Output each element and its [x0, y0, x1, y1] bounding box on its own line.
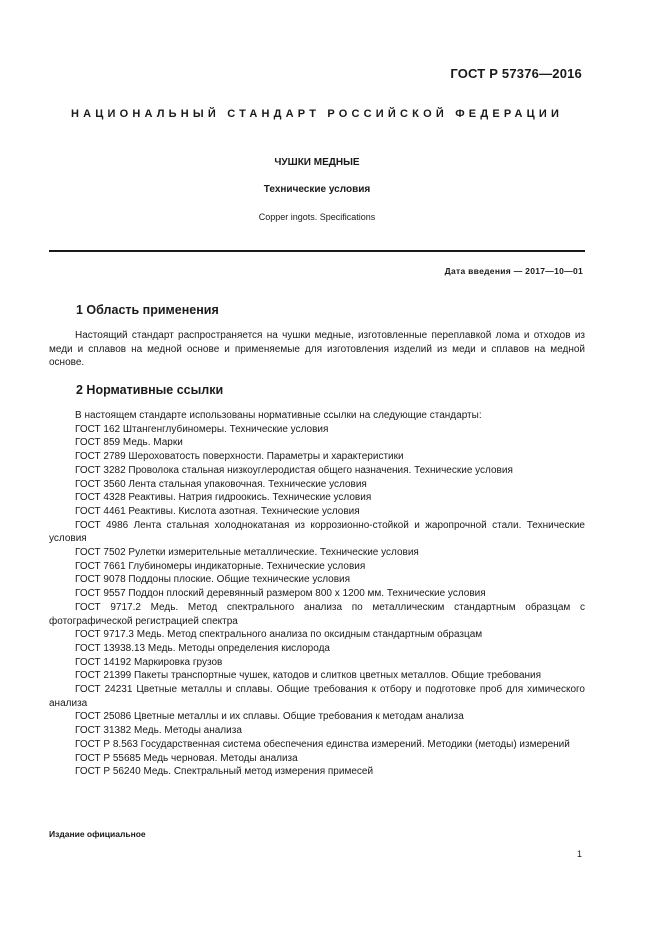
reference-item: ГОСТ 13938.13 Медь. Методы определения кислорода: [75, 642, 330, 654]
document-title: ЧУШКИ МЕДНЫЕ: [274, 157, 360, 168]
references-intro: В настоящем стандарте использованы нормативные ссылки на следующие стандарты:: [75, 410, 482, 421]
document-subtitle: Технические условия: [263, 184, 371, 195]
reference-item: ГОСТ 4986 Лента стальная холоднокатаная из коррозионно-стойкой и жаропрочной стали. Технические условия: [49, 519, 585, 545]
reference-item: ГОСТ 9078 Поддоны плоские. Общие технические условия: [75, 574, 351, 586]
document-title-english: Copper ingots. Specifications: [258, 212, 376, 222]
reference-item: ГОСТ 2789 Шероховатость поверхности. Параметры и характеристики: [75, 451, 404, 463]
reference-item: ГОСТ 14192 Маркировка грузов: [75, 656, 223, 668]
reference-item: ГОСТ 24231 Цветные металлы и сплавы. Общие требования к отбору и подготовке проб для химического анализа: [49, 684, 585, 709]
reference-item: ГОСТ 7502 Рулетки измерительные металлические. Технические условия: [75, 547, 419, 559]
page-number: 1: [576, 849, 582, 859]
reference-item: ГОСТ 859 Медь. Марки: [75, 437, 183, 449]
section-heading-scope: 1 Область применения: [76, 303, 219, 317]
reference-item: ГОСТ Р 55685 Медь черновая. Методы анализа: [75, 752, 298, 764]
national-standard-header: НАЦИОНАЛЬНЫЙ СТАНДАРТ РОССИЙСКОЙ ФЕДЕРАЦИИ: [70, 108, 564, 120]
reference-item: ГОСТ 9557 Поддон плоский деревянный размером 800 х 1200 мм. Технические условия: [75, 588, 486, 600]
document-number: ГОСТ Р 57376—2016: [450, 66, 582, 81]
reference-item: ГОСТ 25086 Цветные металлы и их сплавы. Общие требования к методам анализа: [75, 711, 464, 723]
normative-references-list: [49, 409, 585, 779]
reference-item: ГОСТ 9717.3 Медь. Метод спектрального анализа по оксидным стандартным образцам: [75, 629, 483, 641]
reference-item: ГОСТ 9717.2 Медь. Метод спектрального анализа по металлическим стандартным образцам с фотографической регистрацией спектра: [49, 601, 585, 627]
reference-item: ГОСТ 4328 Реактивы. Натрия гидроокись. Технические условия: [75, 492, 372, 504]
reference-item: ГОСТ 162 Штангенглубиномеры. Технические условия: [75, 423, 329, 435]
reference-item: ГОСТ 3282 Проволока стальная низкоуглеродистая общего назначения. Технические условия: [75, 464, 513, 476]
reference-item: ГОСТ Р 56240 Медь. Спектральный метод измерения примесей: [75, 766, 374, 778]
reference-item: ГОСТ 7661 Глубиномеры индикаторные. Технические условия: [75, 560, 366, 572]
section-heading-normative-references: 2 Нормативные ссылки: [76, 383, 224, 397]
reference-item: ГОСТ 31382 Медь. Методы анализа: [75, 725, 242, 737]
reference-item: ГОСТ Р 8.563 Государственная система обеспечения единства измерений. Методики (методы) измерений: [75, 738, 570, 750]
header-divider: [49, 250, 585, 252]
scope-paragraph: Настоящий стандарт распространяется на чушки медные, изготовленные переплавкой лома и отходов из меди и сплавов на медной основе и применяемые для изготовления изделий из меди и сплавов на медной основе.: [49, 330, 585, 369]
reference-item: ГОСТ 4461 Реактивы. Кислота азотная. Технические условия: [75, 505, 360, 517]
reference-item: ГОСТ 3560 Лента стальная упаковочная. Технические условия: [75, 478, 367, 490]
official-edition-note: Издание официальное: [49, 829, 146, 839]
reference-item: ГОСТ 21399 Пакеты транспортные чушек, катодов и слитков цветных металлов. Общие требования: [75, 670, 542, 682]
introduction-date: Дата введения — 2017—10—01: [444, 266, 583, 276]
